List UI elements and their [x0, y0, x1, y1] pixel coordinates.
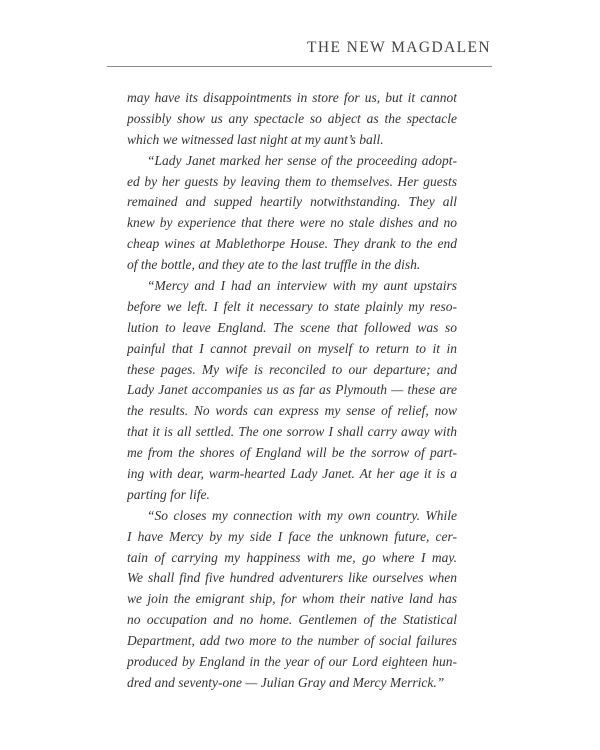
text-line: no occupation and no home. Gentlemen of the Statistical: [127, 612, 457, 628]
paragraph: [127, 276, 457, 506]
text-line: parting for life.: [127, 486, 210, 502]
text-line: that it is all settled. The one sorrow I shall carry away with: [127, 424, 457, 440]
text-line: the results. No words can express my sense of relief, now: [127, 403, 457, 419]
text-line: Department, add two more to the number of social failures: [127, 633, 457, 649]
text-line: we join the emigrant ship, for whom their native land has: [127, 591, 457, 607]
text-line: produced by England in the year of our Lord eighteen hun-: [127, 654, 457, 670]
text-line: I have Mercy by my side I face the unknown future, cer-: [127, 528, 457, 544]
paragraph: [127, 151, 457, 276]
text-line: “Lady Janet marked her sense of the proceeding adopt-: [147, 152, 457, 168]
text-line: before we left. I felt it necessary to state plainly my reso-: [127, 298, 457, 314]
paragraph: [127, 88, 457, 151]
text-line: which we witnessed last night at my aunt’s ball.: [127, 131, 384, 147]
text-line: cheap wines at Mablethorpe House. They drank to the end: [127, 236, 457, 252]
paragraph: [127, 506, 457, 694]
text-line: ed by her guests by leaving them to themselves. Her guests: [127, 173, 457, 189]
text-line: We shall find five hundred adventurers like ourselves when: [127, 570, 457, 586]
text-line: me from the shores of England will be the sorrow of part-: [127, 445, 457, 461]
text-line: may have its disappointments in store for us, but it cannot: [127, 90, 457, 105]
text-line: painful that I cannot prevail on myself to return to it in: [127, 340, 457, 356]
text-line: possibly show us any spectacle so abject as the spectacle: [127, 110, 457, 126]
header-rule: [107, 66, 492, 67]
text-line: lution to leave England. The scene that followed was so: [127, 319, 457, 335]
text-line: these pages. My wife is reconciled to our departure; and: [127, 361, 457, 377]
text-line: knew by experience that there were no stale dishes and no: [127, 215, 457, 231]
text-line: “So closes my connection with my own country. While: [147, 507, 457, 523]
text-line: of the bottle, and they ate to the last truffle in the dish.: [127, 257, 421, 273]
text-line: tain of carrying my happiness with me, go where I may.: [127, 549, 457, 565]
text-line: remained and supped heartily notwithstanding. They all: [127, 194, 457, 210]
text-line: dred and seventy-one — Julian Gray and Mercy Merrick.”: [127, 674, 445, 690]
body-text: [127, 88, 457, 694]
text-line: Lady Janet accompanies us as far as Plymouth — these are: [127, 382, 457, 398]
text-line: “Mercy and I had an interview with my aunt upstairs: [147, 278, 457, 294]
running-head-title: THE NEW MAGDALEN: [307, 39, 491, 56]
text-line: ing with dear, warm-hearted Lady Janet. At her age it is a: [127, 466, 457, 482]
